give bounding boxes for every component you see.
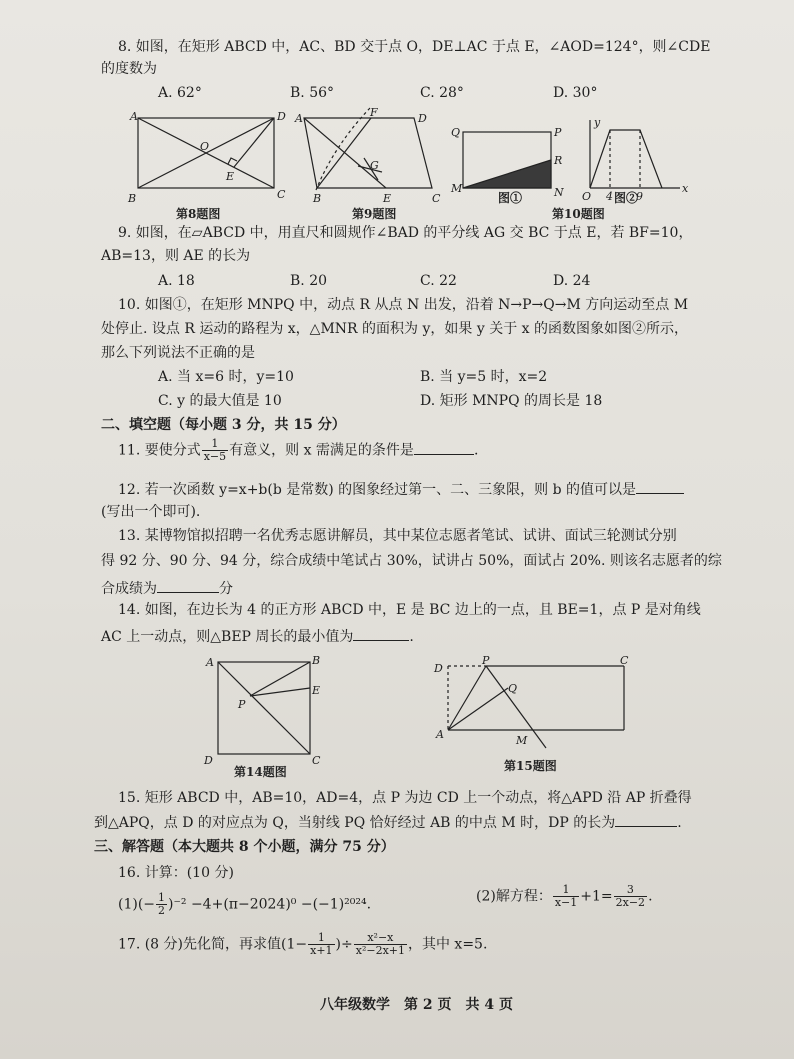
- q9-option-c: C. 22: [420, 273, 457, 289]
- q13-line2: 得 92 分、90 分、94 分，综合成绩中笔试占 30%，试讲占 50%，面试占 20%. 则该名志愿者的综: [101, 553, 722, 569]
- figures-14-15: [198, 652, 638, 782]
- fig15-label-p: P: [482, 654, 490, 667]
- fig9-label-e: E: [383, 192, 392, 205]
- q8-option-a: A. 62°: [158, 85, 202, 101]
- fig9-label-d: D: [418, 112, 427, 125]
- fig10-label-origin: O: [582, 190, 592, 203]
- page-footer: 八年级数学 第 2 页 共 4 页: [320, 997, 513, 1013]
- fig9-label-a: A: [295, 112, 303, 125]
- fig14-label-b: B: [312, 654, 321, 667]
- q16-part1: (1)(− $\frac{1}{2}$ )⁻² −4+(π−2024)⁰ −(−1)²⁰²⁴.: [118, 891, 372, 917]
- fig14-label-d: D: [204, 754, 213, 767]
- fig10b-caption: 图②: [614, 191, 639, 205]
- fig8-label-e: E: [226, 170, 235, 183]
- q8-option-c: C. 28°: [420, 85, 464, 101]
- q12-line2: (写出一个即可).: [101, 504, 201, 520]
- fig9-label-g: G: [370, 159, 379, 172]
- q12-answer-blank: [636, 479, 684, 494]
- fig10-label-y: y: [594, 116, 601, 129]
- fig15-label-c: C: [620, 654, 629, 667]
- q15-line1: 15. 矩形 ABCD 中，AB=10，AD=4，点 P 为边 CD 上一个动点，将△APD 沿 AP 折叠得: [118, 790, 692, 806]
- q11: 11. 要使分式 $\frac{1}{x-5}$ 有意义，则 x 需满足的条件是 .: [118, 437, 479, 463]
- q11-answer-blank: [414, 440, 474, 455]
- figures-8-9-10: [120, 106, 710, 222]
- q9-option-b: B. 20: [290, 273, 328, 289]
- fig8-label-b: B: [128, 192, 137, 205]
- fig9-label-f: F: [370, 106, 378, 119]
- q15-answer-blank: [615, 812, 677, 827]
- q12-line1: 12. 若一次函数 y=x+b(b 是常数) 的图象经过第一、二、三象限，则 b 的值可以是: [118, 479, 684, 499]
- q9-line1: 9. 如图，在▱ABCD 中，用直尺和圆规作∠BAD 的平分线 AG 交 BC 于点 E，若 BF=10，: [118, 225, 693, 241]
- fig10-caption: 第10题图: [552, 207, 605, 221]
- fig14-label-p: P: [238, 698, 246, 711]
- fig14-label-a: A: [206, 656, 214, 669]
- fig10-label-m: M: [451, 182, 463, 195]
- q10-option-a: A. 当 x=6 时，y=10: [158, 369, 294, 385]
- q13-line3: 合成绩为 分: [101, 578, 233, 598]
- fig8-label-c: C: [277, 188, 286, 201]
- fig15-label-a: A: [436, 728, 444, 741]
- fig8-label-a: A: [130, 110, 138, 123]
- q8-line2: 的度数为: [101, 61, 157, 77]
- q13-answer-blank: [157, 578, 219, 593]
- fig9-caption: 第9题图: [352, 207, 397, 221]
- q9-option-a: A. 18: [158, 273, 195, 289]
- q8-option-d: D. 30°: [553, 85, 598, 101]
- fig10-label-r: R: [554, 154, 563, 167]
- fig15-rectangle: [448, 666, 624, 730]
- q15-line2: 到△APQ，点 D 的对应点为 Q，当射线 PQ 恰好经过 AB 的中点 M 时，DP 的长为 .: [94, 812, 682, 832]
- q10-option-c: C. y 的最大值是 10: [158, 393, 282, 409]
- section3-heading: 三、解答题（本大题共 8 个小题，满分 75 分）: [94, 839, 395, 855]
- q10-line1: 10. 如图①，在矩形 MNPQ 中，动点 R 从点 N 出发，沿着 N→P→Q→M 方向运动至点 M: [118, 297, 689, 313]
- q14-line1: 14. 如图，在边长为 4 的正方形 ABCD 中，E 是 BC 边上的一点，且 BE=1，点 P 是对角线: [118, 602, 701, 618]
- q10-option-b: B. 当 y=5 时，x=2: [420, 369, 548, 385]
- q13-line1: 13. 某博物馆拟招聘一名优秀志愿讲解员，其中某位志愿者笔试、试讲、面试三轮测试分别: [118, 528, 677, 544]
- q9-option-d: D. 24: [553, 273, 591, 289]
- fig10-label-n: N: [554, 186, 564, 199]
- fig10a-caption: 图①: [498, 191, 523, 205]
- q8-option-b: B. 56°: [290, 85, 335, 101]
- fig10-label-q: Q: [451, 126, 461, 139]
- fig9-label-c: C: [432, 192, 441, 205]
- fig10-label-p: P: [554, 126, 562, 139]
- fig8-label-o: O: [200, 140, 210, 153]
- q10-line3: 那么下列说法不正确的是: [101, 345, 255, 361]
- fig10-label-x: x: [682, 182, 689, 195]
- q16-title: 16. 计算：(10 分): [118, 865, 234, 881]
- fig9-parallelogram: [304, 118, 432, 188]
- q14-line2: AC 上一动点，则△BEP 周长的最小值为 .: [101, 626, 414, 646]
- q17: 17. (8 分)先化简，再求值(1− $\frac{1}{x+1}$ )÷ $\frac{\text{x²−x}}{\text{x²−2x+1}}$ ，其中 x=5.: [118, 931, 488, 957]
- section2-heading: 二、填空题（每小题 3 分，共 15 分）: [101, 417, 346, 433]
- fig15-caption: 第15题图: [504, 759, 557, 773]
- fig15-label-m: M: [516, 734, 528, 747]
- fig8-caption: 第8题图: [176, 207, 221, 221]
- fig8-label-d: D: [277, 110, 286, 123]
- fig14-label-c: C: [312, 754, 321, 767]
- fig15-label-d: D: [434, 662, 443, 675]
- q8-line1: 8. 如图，在矩形 ABCD 中，AC、BD 交于点 O，DE⊥AC 于点 E，∠AOD=124°，则∠CDE: [118, 39, 711, 55]
- fig14-label-e: E: [312, 684, 321, 697]
- fig14-caption: 第14题图: [234, 765, 287, 779]
- fig10-tick-4: 4: [606, 190, 613, 203]
- fig15-label-q: Q: [508, 682, 518, 695]
- q14-answer-blank: [353, 626, 409, 641]
- q10-option-d: D. 矩形 MNPQ 的周长是 18: [420, 393, 603, 409]
- q9-line2: AB=13，则 AE 的长为: [101, 248, 251, 264]
- q16-part2: (2)解方程： $\frac{1}{x-1}$ +1= $\frac{3}{2x-2}$ .: [476, 883, 653, 909]
- fig9-label-b: B: [313, 192, 322, 205]
- fig10-tick-9: 9: [636, 190, 643, 203]
- q10-line2: 处停止. 设点 R 运动的路程为 x，△MNR 的面积为 y，如果 y 关于 x 的函数图象如图②所示，: [101, 321, 688, 337]
